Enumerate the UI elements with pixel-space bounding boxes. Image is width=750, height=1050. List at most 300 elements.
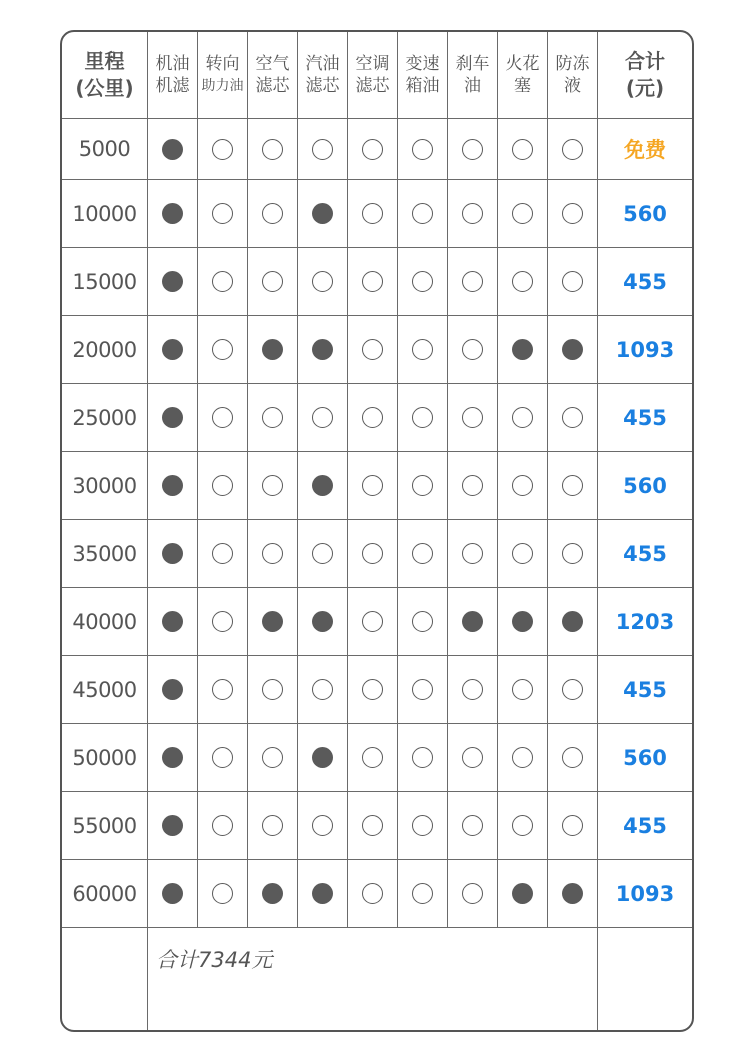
filled-circle-icon bbox=[162, 475, 183, 496]
row-mileage-cell bbox=[62, 520, 148, 588]
row-total: 1093 bbox=[615, 337, 675, 362]
row-mileage-cell bbox=[62, 119, 148, 180]
service-cell bbox=[398, 656, 448, 724]
empty-circle-icon bbox=[562, 543, 583, 564]
service-cell bbox=[198, 180, 248, 248]
empty-circle-icon bbox=[562, 139, 583, 160]
empty-circle-icon bbox=[462, 339, 483, 360]
service-cell bbox=[498, 656, 548, 724]
empty-circle-icon bbox=[362, 203, 383, 224]
header-item-line1: 汽油 bbox=[305, 54, 340, 74]
empty-circle-icon bbox=[512, 543, 533, 564]
header-item-spark-plug bbox=[498, 32, 548, 119]
row-total-cell bbox=[598, 316, 692, 384]
service-cell bbox=[298, 119, 348, 180]
service-cell bbox=[498, 119, 548, 180]
empty-circle-icon bbox=[462, 747, 483, 768]
empty-circle-icon bbox=[212, 271, 233, 292]
service-cell bbox=[298, 724, 348, 792]
row-total: 560 bbox=[623, 201, 667, 226]
service-cell bbox=[348, 860, 398, 928]
filled-circle-icon bbox=[262, 883, 283, 904]
service-cell bbox=[498, 452, 548, 520]
header-item-line1: 火花 bbox=[505, 54, 540, 74]
filled-circle-icon bbox=[162, 883, 183, 904]
row-total-cell bbox=[598, 860, 692, 928]
empty-circle-icon bbox=[562, 815, 583, 836]
service-cell bbox=[498, 384, 548, 452]
row-mileage-cell bbox=[62, 588, 148, 656]
empty-circle-icon bbox=[462, 543, 483, 564]
row-mileage: 5000 bbox=[78, 137, 131, 161]
service-cell bbox=[148, 792, 198, 860]
footer-empty-left bbox=[62, 928, 148, 1032]
empty-circle-icon bbox=[512, 407, 533, 428]
empty-circle-icon bbox=[462, 475, 483, 496]
empty-circle-icon bbox=[562, 475, 583, 496]
service-cell bbox=[248, 588, 298, 656]
service-cell bbox=[248, 119, 298, 180]
service-cell bbox=[448, 792, 498, 860]
empty-circle-icon bbox=[362, 271, 383, 292]
service-cell bbox=[448, 588, 498, 656]
service-cell bbox=[248, 180, 298, 248]
empty-circle-icon bbox=[412, 271, 433, 292]
footer-summary bbox=[148, 928, 598, 1032]
service-cell bbox=[548, 792, 598, 860]
row-mileage-cell bbox=[62, 384, 148, 452]
service-cell bbox=[398, 180, 448, 248]
empty-circle-icon bbox=[462, 883, 483, 904]
service-cell bbox=[298, 792, 348, 860]
row-total-cell bbox=[598, 248, 692, 316]
empty-circle-icon bbox=[412, 747, 433, 768]
empty-circle-icon bbox=[362, 139, 383, 160]
service-cell bbox=[548, 860, 598, 928]
filled-circle-icon bbox=[262, 339, 283, 360]
empty-circle-icon bbox=[262, 271, 283, 292]
service-cell bbox=[448, 248, 498, 316]
header-item-line2: 塞 bbox=[514, 76, 531, 96]
service-cell bbox=[348, 248, 398, 316]
empty-circle-icon bbox=[312, 815, 333, 836]
header-item-fuel-filter bbox=[298, 32, 348, 119]
service-cell bbox=[398, 520, 448, 588]
row-mileage: 55000 bbox=[72, 813, 137, 838]
service-cell bbox=[398, 316, 448, 384]
service-cell bbox=[348, 316, 398, 384]
empty-circle-icon bbox=[262, 203, 283, 224]
header-item-line2: 助力油 bbox=[201, 78, 244, 94]
service-cell bbox=[448, 316, 498, 384]
row-mileage: 45000 bbox=[72, 677, 137, 702]
filled-circle-icon bbox=[162, 139, 183, 160]
empty-circle-icon bbox=[412, 339, 433, 360]
header-item-line2: 机滤 bbox=[155, 76, 190, 96]
filled-circle-icon bbox=[262, 611, 283, 632]
row-total: 455 bbox=[623, 269, 667, 294]
header-total bbox=[598, 32, 692, 119]
header-item-line2: 箱油 bbox=[405, 76, 440, 96]
footer-summary-text: 合计7344元 bbox=[156, 948, 273, 972]
empty-circle-icon bbox=[262, 475, 283, 496]
empty-circle-icon bbox=[462, 407, 483, 428]
header-item-line2: 滤芯 bbox=[255, 76, 290, 96]
header-item-line1: 空气 bbox=[255, 54, 290, 74]
service-cell bbox=[498, 724, 548, 792]
service-cell bbox=[398, 119, 448, 180]
service-cell bbox=[248, 452, 298, 520]
empty-circle-icon bbox=[362, 339, 383, 360]
service-cell bbox=[548, 656, 598, 724]
header-item-line1: 空调 bbox=[355, 54, 390, 74]
service-cell bbox=[298, 248, 348, 316]
header-mileage-label: 里程 bbox=[84, 49, 125, 73]
service-cell bbox=[198, 119, 248, 180]
service-cell bbox=[298, 452, 348, 520]
service-cell bbox=[348, 384, 398, 452]
empty-circle-icon bbox=[512, 203, 533, 224]
empty-circle-icon bbox=[462, 271, 483, 292]
service-cell bbox=[348, 656, 398, 724]
row-mileage: 30000 bbox=[72, 473, 137, 498]
empty-circle-icon bbox=[212, 339, 233, 360]
service-cell bbox=[548, 248, 598, 316]
service-cell bbox=[548, 724, 598, 792]
empty-circle-icon bbox=[212, 815, 233, 836]
empty-circle-icon bbox=[262, 407, 283, 428]
empty-circle-icon bbox=[412, 679, 433, 700]
service-cell bbox=[398, 860, 448, 928]
service-cell bbox=[448, 119, 498, 180]
service-cell bbox=[348, 180, 398, 248]
empty-circle-icon bbox=[362, 407, 383, 428]
filled-circle-icon bbox=[162, 679, 183, 700]
header-item-line1: 变速 bbox=[405, 54, 440, 74]
service-cell bbox=[148, 452, 198, 520]
header-item-line1: 防冻 bbox=[555, 54, 590, 74]
empty-circle-icon bbox=[312, 679, 333, 700]
service-cell bbox=[498, 180, 548, 248]
header-item-transmission-oil bbox=[398, 32, 448, 119]
row-total-cell bbox=[598, 520, 692, 588]
row-total-cell bbox=[598, 588, 692, 656]
header-item-line2: 滤芯 bbox=[305, 76, 340, 96]
row-mileage-cell bbox=[62, 316, 148, 384]
empty-circle-icon bbox=[262, 543, 283, 564]
service-cell bbox=[298, 656, 348, 724]
service-cell bbox=[548, 588, 598, 656]
empty-circle-icon bbox=[212, 475, 233, 496]
service-cell bbox=[198, 656, 248, 724]
service-cell bbox=[348, 724, 398, 792]
empty-circle-icon bbox=[512, 679, 533, 700]
empty-circle-icon bbox=[462, 679, 483, 700]
empty-circle-icon bbox=[412, 407, 433, 428]
row-mileage-cell bbox=[62, 792, 148, 860]
empty-circle-icon bbox=[212, 139, 233, 160]
filled-circle-icon bbox=[312, 611, 333, 632]
service-cell bbox=[248, 792, 298, 860]
empty-circle-icon bbox=[412, 611, 433, 632]
row-total: 1203 bbox=[615, 609, 675, 634]
empty-circle-icon bbox=[362, 883, 383, 904]
filled-circle-icon bbox=[512, 883, 533, 904]
row-mileage: 35000 bbox=[72, 541, 137, 566]
empty-circle-icon bbox=[512, 747, 533, 768]
row-total: 455 bbox=[623, 677, 667, 702]
header-mileage-unit: (公里) bbox=[75, 76, 134, 100]
service-cell bbox=[498, 248, 548, 316]
row-total-cell bbox=[598, 180, 692, 248]
service-cell bbox=[548, 452, 598, 520]
empty-circle-icon bbox=[562, 747, 583, 768]
filled-circle-icon bbox=[312, 203, 333, 224]
empty-circle-icon bbox=[462, 815, 483, 836]
header-item-line1: 刹车 bbox=[455, 54, 490, 74]
header-item-line2: 滤芯 bbox=[355, 76, 390, 96]
service-cell bbox=[148, 316, 198, 384]
service-cell bbox=[498, 316, 548, 384]
row-mileage: 60000 bbox=[72, 881, 137, 906]
header-item-oil-filter bbox=[148, 32, 198, 119]
service-cell bbox=[448, 384, 498, 452]
header-item-air-filter bbox=[248, 32, 298, 119]
service-cell bbox=[298, 384, 348, 452]
service-cell bbox=[148, 520, 198, 588]
filled-circle-icon bbox=[162, 203, 183, 224]
service-cell bbox=[248, 520, 298, 588]
service-cell bbox=[398, 248, 448, 316]
filled-circle-icon bbox=[562, 883, 583, 904]
row-total: 1093 bbox=[615, 881, 675, 906]
service-cell bbox=[248, 860, 298, 928]
row-total-cell bbox=[598, 792, 692, 860]
service-cell bbox=[248, 384, 298, 452]
row-total-cell bbox=[598, 656, 692, 724]
empty-circle-icon bbox=[212, 203, 233, 224]
service-cell bbox=[398, 384, 448, 452]
empty-circle-icon bbox=[412, 203, 433, 224]
row-total: 免费 bbox=[624, 138, 666, 162]
row-mileage-cell bbox=[62, 724, 148, 792]
service-cell bbox=[448, 860, 498, 928]
row-total-cell bbox=[598, 724, 692, 792]
empty-circle-icon bbox=[212, 611, 233, 632]
empty-circle-icon bbox=[362, 611, 383, 632]
empty-circle-icon bbox=[212, 543, 233, 564]
service-cell bbox=[248, 724, 298, 792]
service-cell bbox=[248, 316, 298, 384]
filled-circle-icon bbox=[562, 339, 583, 360]
service-cell bbox=[348, 452, 398, 520]
empty-circle-icon bbox=[562, 407, 583, 428]
filled-circle-icon bbox=[162, 407, 183, 428]
empty-circle-icon bbox=[512, 139, 533, 160]
empty-circle-icon bbox=[462, 139, 483, 160]
service-cell bbox=[398, 792, 448, 860]
row-mileage: 20000 bbox=[72, 337, 137, 362]
empty-circle-icon bbox=[512, 815, 533, 836]
row-mileage-cell bbox=[62, 248, 148, 316]
empty-circle-icon bbox=[312, 139, 333, 160]
service-cell bbox=[198, 588, 248, 656]
empty-circle-icon bbox=[212, 679, 233, 700]
empty-circle-icon bbox=[512, 271, 533, 292]
service-cell bbox=[398, 452, 448, 520]
service-cell bbox=[148, 724, 198, 792]
empty-circle-icon bbox=[412, 883, 433, 904]
header-total-label: 合计 bbox=[625, 49, 665, 73]
row-total: 455 bbox=[623, 813, 667, 838]
row-mileage: 50000 bbox=[72, 745, 137, 770]
row-total: 455 bbox=[623, 405, 667, 430]
header-item-power-steering bbox=[198, 32, 248, 119]
empty-circle-icon bbox=[412, 543, 433, 564]
service-cell bbox=[298, 316, 348, 384]
service-cell bbox=[448, 180, 498, 248]
filled-circle-icon bbox=[162, 611, 183, 632]
empty-circle-icon bbox=[212, 883, 233, 904]
empty-circle-icon bbox=[212, 407, 233, 428]
service-cell bbox=[548, 316, 598, 384]
empty-circle-icon bbox=[462, 203, 483, 224]
filled-circle-icon bbox=[312, 339, 333, 360]
service-cell bbox=[198, 792, 248, 860]
service-cell bbox=[498, 588, 548, 656]
service-cell bbox=[348, 792, 398, 860]
row-mileage-cell bbox=[62, 180, 148, 248]
service-cell bbox=[198, 860, 248, 928]
empty-circle-icon bbox=[212, 747, 233, 768]
service-cell bbox=[198, 724, 248, 792]
row-mileage-cell bbox=[62, 656, 148, 724]
empty-circle-icon bbox=[412, 815, 433, 836]
row-mileage-cell bbox=[62, 452, 148, 520]
service-cell bbox=[548, 520, 598, 588]
header-mileage bbox=[62, 32, 148, 119]
filled-circle-icon bbox=[162, 747, 183, 768]
row-total: 455 bbox=[623, 541, 667, 566]
maintenance-schedule-frame bbox=[60, 30, 694, 1032]
service-cell bbox=[348, 119, 398, 180]
empty-circle-icon bbox=[312, 543, 333, 564]
service-cell bbox=[548, 384, 598, 452]
header-item-line1: 转向 bbox=[205, 54, 240, 74]
empty-circle-icon bbox=[262, 139, 283, 160]
service-cell bbox=[198, 316, 248, 384]
row-mileage: 15000 bbox=[72, 269, 137, 294]
row-mileage: 25000 bbox=[72, 405, 137, 430]
filled-circle-icon bbox=[462, 611, 483, 632]
empty-circle-icon bbox=[362, 679, 383, 700]
row-mileage: 10000 bbox=[72, 201, 137, 226]
service-cell bbox=[248, 248, 298, 316]
filled-circle-icon bbox=[162, 271, 183, 292]
filled-circle-icon bbox=[162, 815, 183, 836]
row-total-cell bbox=[598, 119, 692, 180]
service-cell bbox=[298, 588, 348, 656]
row-mileage-cell bbox=[62, 860, 148, 928]
service-cell bbox=[248, 656, 298, 724]
empty-circle-icon bbox=[512, 475, 533, 496]
service-cell bbox=[148, 119, 198, 180]
filled-circle-icon bbox=[512, 611, 533, 632]
service-cell bbox=[448, 520, 498, 588]
empty-circle-icon bbox=[262, 815, 283, 836]
service-cell bbox=[148, 384, 198, 452]
header-total-unit: (元) bbox=[625, 76, 665, 100]
service-cell bbox=[448, 656, 498, 724]
maintenance-schedule-table bbox=[62, 32, 692, 1032]
empty-circle-icon bbox=[262, 679, 283, 700]
empty-circle-icon bbox=[412, 139, 433, 160]
filled-circle-icon bbox=[312, 747, 333, 768]
header-item-brake-fluid bbox=[448, 32, 498, 119]
service-cell bbox=[398, 588, 448, 656]
service-cell bbox=[348, 588, 398, 656]
row-mileage: 40000 bbox=[72, 609, 137, 634]
filled-circle-icon bbox=[162, 339, 183, 360]
service-cell bbox=[298, 520, 348, 588]
filled-circle-icon bbox=[562, 611, 583, 632]
filled-circle-icon bbox=[162, 543, 183, 564]
filled-circle-icon bbox=[512, 339, 533, 360]
service-cell bbox=[348, 520, 398, 588]
header-item-coolant bbox=[548, 32, 598, 119]
service-cell bbox=[198, 248, 248, 316]
service-cell bbox=[148, 588, 198, 656]
service-cell bbox=[548, 180, 598, 248]
service-cell bbox=[398, 724, 448, 792]
service-cell bbox=[198, 384, 248, 452]
header-item-ac-filter bbox=[348, 32, 398, 119]
footer-empty-right bbox=[598, 928, 692, 1032]
empty-circle-icon bbox=[362, 815, 383, 836]
empty-circle-icon bbox=[312, 407, 333, 428]
empty-circle-icon bbox=[562, 679, 583, 700]
empty-circle-icon bbox=[362, 475, 383, 496]
row-total: 560 bbox=[623, 473, 667, 498]
empty-circle-icon bbox=[362, 543, 383, 564]
filled-circle-icon bbox=[312, 883, 333, 904]
header-item-line2: 液 bbox=[564, 76, 581, 96]
service-cell bbox=[148, 248, 198, 316]
service-cell bbox=[198, 520, 248, 588]
service-cell bbox=[148, 860, 198, 928]
service-cell bbox=[548, 119, 598, 180]
service-cell bbox=[498, 860, 548, 928]
row-total-cell bbox=[598, 452, 692, 520]
service-cell bbox=[148, 656, 198, 724]
service-cell bbox=[148, 180, 198, 248]
service-cell bbox=[298, 180, 348, 248]
header-item-line1: 机油 bbox=[155, 54, 190, 74]
service-cell bbox=[448, 724, 498, 792]
empty-circle-icon bbox=[362, 747, 383, 768]
service-cell bbox=[498, 792, 548, 860]
service-cell bbox=[298, 860, 348, 928]
empty-circle-icon bbox=[562, 271, 583, 292]
service-cell bbox=[498, 520, 548, 588]
service-cell bbox=[198, 452, 248, 520]
row-total: 560 bbox=[623, 745, 667, 770]
filled-circle-icon bbox=[312, 475, 333, 496]
empty-circle-icon bbox=[312, 271, 333, 292]
service-cell bbox=[448, 452, 498, 520]
empty-circle-icon bbox=[412, 475, 433, 496]
header-item-line2: 油 bbox=[464, 76, 481, 96]
